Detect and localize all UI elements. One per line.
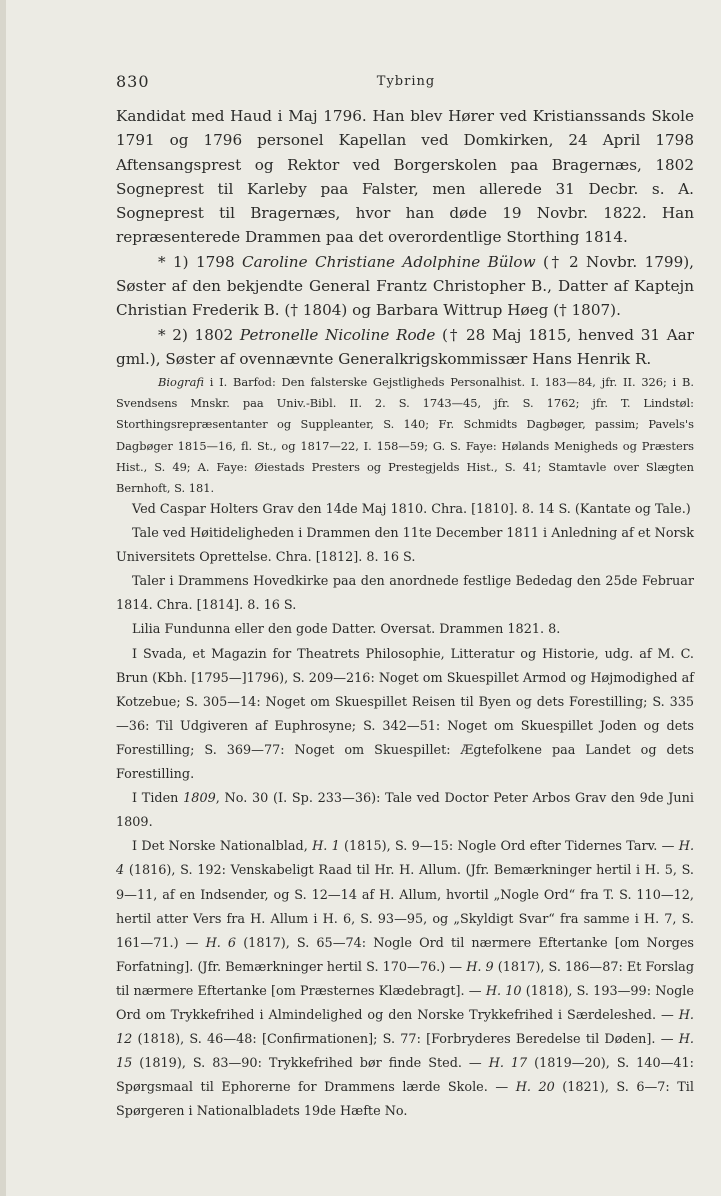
page-gutter-shadow [0, 0, 6, 1196]
issue-number: H. 1 [312, 839, 340, 855]
bibliography-list [116, 498, 694, 1124]
entry-text: (1819—20), S. 140—41: Spørgsmaal til Ephorerne for Drammens lærde Skole. — [116, 1056, 694, 1096]
bibliography-entry: Tale ved Høitideligheden i Drammen den 11te December 1811 i Anledning af et Norsk Universitets Oprettelse. Chra. [1812]. 8. 16 S. [116, 526, 694, 566]
bibliography-entry [116, 835, 694, 1124]
bibliography-entry: Taler i Drammens Hovedkirke paa den anordnede festlige Bededag den 25de Februar 1814. Chra. [1814]. 8. 16 S. [116, 574, 694, 614]
marriage-2-prefix: * 2) 1802 [158, 325, 240, 344]
entry-text: (1818), S. 46—48: [Confirmationen]; S. 77: [Forbryderes Beredelse til Døden]. — [132, 1032, 679, 1048]
bibliography-entry: I Svada, et Magazin for Theatrets Philosophie, Litteratur og Historie, udg. af M. C. Brun (Kbh. [1795—]1796), S. 209—216: Noget om Skuespillet Armod og Højmodighed af Kotzebue; S. 305—14: Noget om Skuespillet Reisen til Byen og dets Forestilling; S. 335—36: Til Udgiveren af Euphrosyne; S. 342—51: Noget om Skuespillet Joden og dets Forestilling; S. 369—77: Noget om Skuespillet: Ægtefolkene paa Landet og dets Forestilling. [116, 646, 694, 783]
bibliography-entry: Lilia Fundunna eller den gode Datter. Oversat. Drammen 1821. 8. [132, 622, 561, 638]
page-number: 830 [116, 72, 150, 91]
bibliography-entry [116, 787, 694, 835]
entry-text: I Det Norske Nationalblad, [132, 839, 313, 855]
entry-text: (1817), S. 186—87: Et Forslag til nærmere Eftertanke [om Præsternes Klædebragt]. — [116, 959, 695, 999]
issue-number: H. 9 [466, 959, 494, 975]
entry-text: (1821), S. 6—7: Til Spørgeren i Nationalbladets 19de Hæfte No. [116, 1080, 694, 1120]
marriage-2-spouse-name: Petronelle Nicoline Rode [239, 325, 436, 344]
issue-number: H. 4 [116, 839, 695, 879]
issue-number: H. 17 [488, 1056, 528, 1072]
entry-text: (1817), S. 65—74: Nogle Ord til nærmere Eftertanke [om Norges Forfatning]. (Jfr. Bemærkninger hertil S. 170—76.) — [116, 935, 694, 975]
sources-block [116, 372, 694, 499]
marriage-2-details: († 28 Maj 1815, henved 31 Aar gml.), Søster af ovennævnte Generalkrigskommissær Hans Henrik R. [116, 325, 694, 368]
marriage-2 [116, 323, 694, 372]
marriage-1-prefix: * 1) 1798 [158, 252, 242, 271]
biography-paragraph: Kandidat med Haud i Maj 1796. Han blev Hører ved Kristianssands Skole 1791 og 1796 personel Kapellan ved Domkirken, 24 April 1798 Aftensangsprest og Rektor ved Borgerskolen paa Bragernæs, 1802 Sogneprest til Karleby paa Falster, men allerede 31 Decbr. s. A. Sogneprest til Bragernæs, hvor han døde 19 Novbr. 1822. Han repræsenterede Drammen paa det overordentlige Storthing 1814. [116, 107, 694, 247]
entry-text: (1818), S. 193—99: Nogle Ord om Trykkefrihed i Almindelighed og den Norske Trykkefrihed i Særdeleshed. — [116, 983, 694, 1023]
biography-body [116, 104, 694, 371]
issue-number: H. 20 [515, 1080, 555, 1096]
entry-text: I Tiden [132, 791, 184, 807]
marriage-1 [116, 250, 694, 323]
entry-text: , No. 30 (I. Sp. 233—36): Tale ved Doctor Peter Arbos Grav den 9de Juni 1809. [116, 791, 694, 831]
entry-text: (1815), S. 9—15: Nogle Ord efter Tidernes Tarv. — [339, 839, 679, 855]
bibliography-entry: Ved Caspar Holters Grav den 14de Maj 1810. Chra. [1810]. 8. 14 S. (Kantate og Tale.) [132, 502, 691, 517]
issue-number: H. 10 [485, 983, 522, 999]
sources-text: i I. Barfod: Den falsterske Gejstligheds Personalhist. I. 183—84, jfr. II. 326; i B. Svendsens Mnskr. paa Univ.-Bibl. II. 2. S. 1743—45, jfr. S. 1762; jfr. T. Lindstøl: Storthingsrepræsentanter og Suppleanter, S. 140; Fr. Schmidts Dagbøger, passim; Pavels's Dagbøger 1815—16, fl. St., og 1817—22, I. 158—59; G. S. Faye: Hølands Menigheds og Præsters Hist., S. 49; A. Faye: Øiestads Presters og Prestegjelds Hist., S. 41; Stamtavle over Slægten Bernhoft, S. 181. [116, 375, 694, 496]
running-title: Tybring [376, 74, 436, 89]
entry-text: (1816), S. 192: Venskabeligt Raad til Hr. H. Allum. (Jfr. Bemærkninger hertil i H. 5, S. 9—11, af en Indsender, og S. 12—14 af H. Allum, hvortil „Nogle Ord“ fra T. S. 110—12, hertil atter Vers fra H. Allum i H. 6, S. 93—95, og „Skyldigt Svar“ fra samme i H. 7, S. 161—71.) — [116, 863, 694, 951]
issue-number: H. 6 [205, 935, 237, 951]
marriage-1-details: († 2 Novbr. 1799), Søster af den bekjendte General Frantz Christopher B., Datter af Kaptejn Christian Frederik B. († 1804) og Barbara Wittrup Høeg († 1807). [116, 252, 694, 320]
sources-label: Biografi [158, 375, 204, 389]
issue-number: H. 12 [116, 1007, 694, 1048]
issue-number: H. 15 [116, 1032, 694, 1072]
entry-year: 1809 [183, 791, 216, 807]
page-header [116, 72, 696, 96]
sources-paragraph [116, 372, 694, 499]
entry-text: (1819), S. 83—90: Trykkefrihed bør finde Sted. — [132, 1056, 489, 1072]
marriage-1-spouse-name: Caroline Christiane Adolphine Bülow [242, 252, 536, 271]
